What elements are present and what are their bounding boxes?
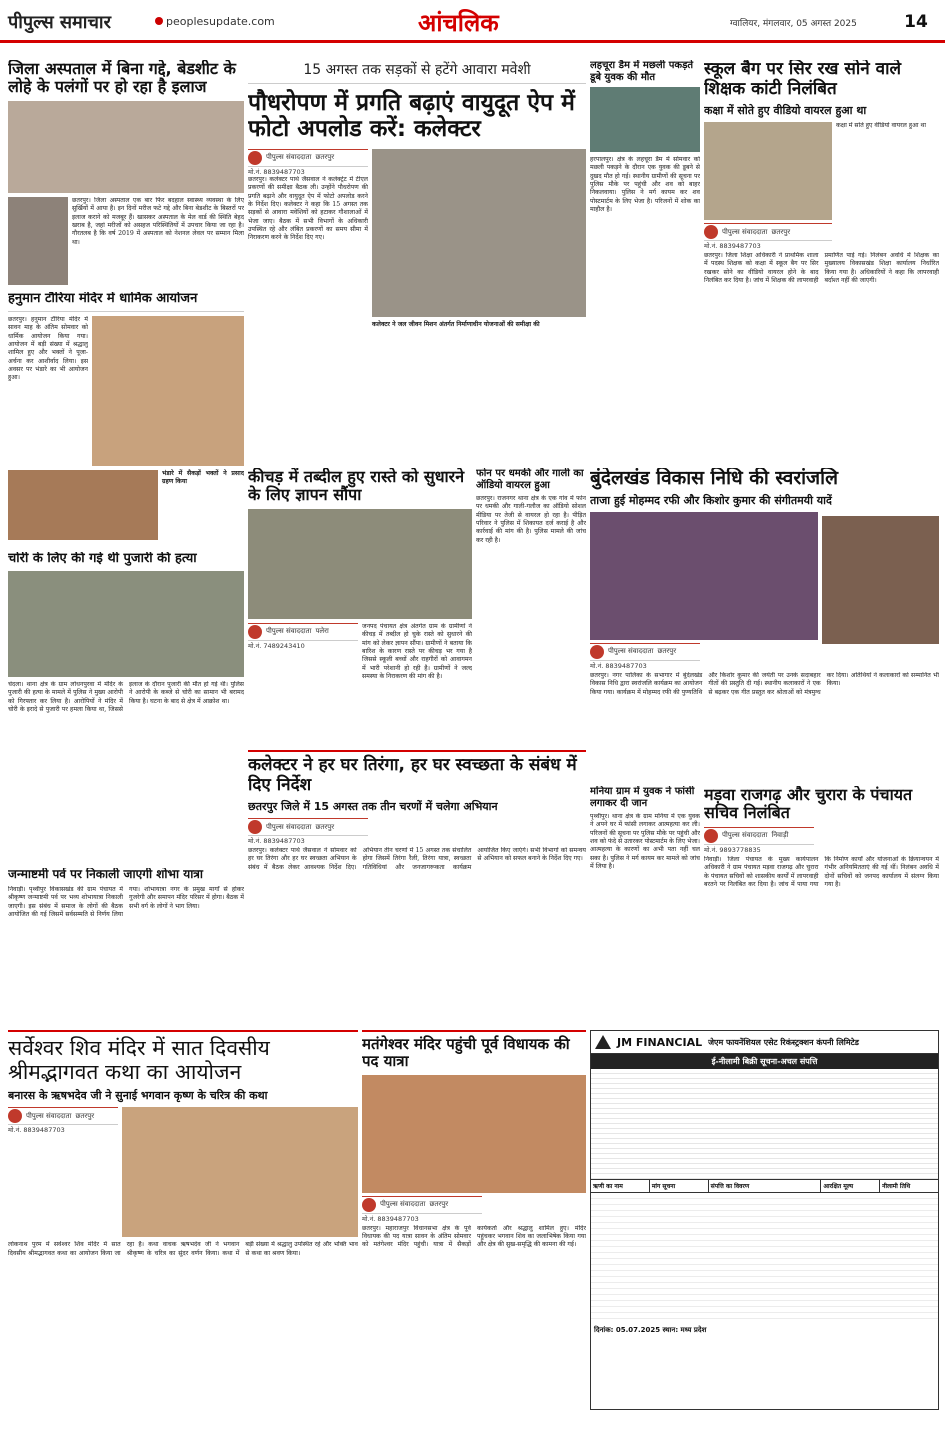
story-teacher-suspended — [704, 60, 939, 460]
story-text: निवाड़ी। जिला पंचायत के मुख्य कार्यपालन अधिकारी ने ग्राम पंचायत मड़वा राजगढ़ और चुरारा के पंचायत सचिवों को शासकीय कार्यों में लापरवाही बरतने पर निलंबित कर दिया है। जांच में पाया गया कि निर्माण कार्यों और योजनाओं के क्रियान्वयन में गंभीर अनियमितताएं की गई थीं। निलंबन अवधि में दोनों सचिवों को जनपद कार्यालय में संलग्न किया गया है। — [704, 855, 939, 888]
event-photo-2 — [822, 516, 939, 644]
story-plantation — [248, 60, 586, 460]
section-name: आंचलिक — [418, 9, 499, 37]
divider — [362, 1030, 586, 1032]
ad-col-5: नीलामी तिथि — [882, 1183, 911, 1190]
mobile-number: मो.नं. 8839487703 — [362, 1214, 419, 1223]
story-threat-audio — [476, 468, 586, 742]
ad-col-3: संपत्ति का विवरण — [709, 1180, 822, 1192]
ad-table-body — [591, 1193, 938, 1323]
headline: सर्वेश्वर शिव मंदिर में सात दिवसीय श्रीमद्भागवत कथा का आयोजन — [8, 1036, 270, 1085]
headline: मतंगेश्वर मंदिर पहुंची पूर्व विधायक की पद यात्रा — [362, 1035, 570, 1071]
ad-col-1: ऋणी का नाम — [591, 1180, 650, 1192]
ad-company: जेएम फायनेंशियल एसेट रिकंस्ट्रक्शन कंपनी लिमिटेड — [708, 1037, 859, 1047]
headline: लहचूरा डैम में मछली पकड़ते डूबे युवक की मौत — [590, 60, 694, 83]
temple-photo-2 — [8, 470, 158, 540]
ad-brand: JM FINANCIAL — [617, 1035, 703, 1049]
mobile-number: मो.नं. 8839487703 — [248, 837, 305, 846]
photo-caption: कलेक्टर ने जल जीवन मिशन अंतर्गत निर्माणाधीन योजनाओं की समीक्षा की — [372, 320, 540, 328]
byline: पीपुल्स संवाददाता — [266, 822, 312, 831]
subtitle: बनारस के ऋषभदेव जी ने सुनाई भगवान कृष्ण के चरित्र की कथा — [8, 1089, 268, 1103]
meeting-photo — [372, 149, 586, 317]
headline: मनिया ग्राम में युवक ने फांसी लगाकर दी जान — [590, 786, 695, 809]
reporter-avatar — [704, 225, 718, 239]
page-number: 14 — [904, 12, 928, 32]
byline: पीपुल्स संवाददाता — [722, 227, 768, 236]
hospital-photo-2 — [8, 197, 68, 285]
mobile-number: मो.नं. 9893778835 — [704, 845, 761, 854]
masthead-rule — [0, 40, 945, 43]
ad-body — [591, 1069, 938, 1179]
paper-name: पीपुल्स समाचार — [8, 12, 111, 33]
city: पलेरा — [315, 627, 329, 636]
story-text: छतरपुर। कलेक्टर पार्थ जैसवाल ने सोमवार को हर घर तिरंगा और हर घर स्वच्छता अभियान के संबंध में बैठक लेकर आवश्यक निर्देश दिए। अभियान तीन चरणों में 15 अगस्त तक संचालित होगा जिसमें तिरंगा रैली, तिरंगा यात्रा, स्वच्छता गतिविधियां और जनजागरूकता कार्यक्रम आयोजित किए जाएंगे। सभी विभागों को समन्वय से अभियान को सफल बनाने के निर्देश दिए गए। — [248, 847, 586, 871]
byline: पीपुल्स संवाददाता — [266, 153, 312, 162]
photo-caption: भंडारे में सैकड़ों भक्तों ने प्रसाद ग्रहण किया — [162, 469, 244, 486]
story-text: छतरपुर। महाराजपुर विधानसभा क्षेत्र के पूर्व विधायक की पद यात्रा सावन के अंतिम सोमवार को मतंगेश्वर मंदिर पहुंची। यात्रा में सैकड़ों कार्यकर्ता और श्रद्धालु शामिल हुए। मंदिर पहुंचकर भगवान शिव का जलाभिषेक किया गया और क्षेत्र की सुख-समृद्धि की कामना की गई। — [362, 1224, 586, 1249]
headline: जन्माष्टमी पर्व पर निकाली जाएगी शोभा यात्रा — [8, 868, 204, 881]
temple-photo — [92, 316, 244, 466]
reporter-avatar — [704, 829, 718, 843]
story-priest-murder — [8, 552, 244, 862]
reporter-avatar — [248, 151, 262, 165]
story-text: छतरपुर। जिला शिक्षा अधिकारी ने प्राथमिक शाला में पदस्थ शिक्षक को कक्षा में स्कूल बैग पर सिर रखकर सोने का वीडियो वायरल होने के बाद निलंबित कर दिया है। जांच में शिक्षक की लापरवाही प्रमाणित पाई गई। निलंबन अवधि में शिक्षक का मुख्यालय विकासखंड शिक्षा कार्यालय निर्धारित किया गया है। अधिकारियों ने कहा कि लापरवाही बर्दाश्त नहीं की जाएगी। — [704, 252, 939, 285]
ad-col-4: आरक्षित मूल्य — [821, 1180, 880, 1192]
headline: पौधरोपण में प्रगति बढ़ाएं वायुदूत ऐप में फोटो अपलोड करें: कलेक्टर — [248, 90, 575, 143]
story-text: पृथ्वीपुर। थाना क्षेत्र के ग्राम मनिया में एक युवक ने अपने घर में फांसी लगाकर आत्महत्या कर ली। परिजनों की सूचना पर पुलिस मौके पर पहुंची और शव को फंदे से उतारकर पोस्टमार्टम के लिए भेजा। आत्महत्या के कारणों का अभी पता नहीं चल सका है। पुलिस ने मर्ग कायम कर मामले को जांच में लिया है। — [590, 813, 700, 871]
katha-photo — [122, 1107, 358, 1237]
story-muddy-road — [248, 468, 472, 742]
story-text: हरपालपुर। क्षेत्र के लहचूरा डैम में सोमवार को मछली पकड़ने के दौरान एक युवक की डूबने से दुखद मौत हो गई। स्थानीय ग्रामीणों की सूचना पर पुलिस मौके पर पहुंची और शव को बाहर निकलवाया। पुलिस ने मर्ग कायम कर शव पोस्टमार्टम के लिए भेजा है। परिजनों में शोक का माहौल है। — [590, 156, 700, 214]
story-text: छतरपुर। जिला अस्पताल एक बार फिर बदहाल स्वास्थ्य व्यवस्था के लिए सुर्खियों में आया है। इन दिनों मरीज फटे गद्दे और बिना बेडशीट के बिस्तरों पर इलाज कराने को मजबूर हैं। खासकर अस्पताल के मेल वार्ड की स्थिति बेहद खराब है, जहां मरीजों को असहज परिस्थितियों में उपचार किया जा रहा है। गौरतलब है कि वर्ष 2019 में अस्पताल को नेशनल लेवल पर सम्मान मिला था। — [72, 196, 244, 246]
divider — [248, 750, 586, 752]
city: छतरपुर — [315, 153, 335, 162]
dam-photo — [590, 87, 700, 152]
headline: जिला अस्पताल में बिना गद्दे, बेडशीट के लोहे के पलंगों पर हो रहा है इलाज — [8, 60, 236, 97]
reporter-avatar — [590, 645, 604, 659]
story-text: छतरपुर। नगर पालिका के सभागार में बुंदेलखंड विकास निधि द्वारा स्वरांजलि कार्यक्रम का आयोजन किया गया। कार्यक्रम में मोहम्मद रफी की पुण्यतिथि और किशोर कुमार की जयंती पर उनके सदाबहार गीतों की प्रस्तुति दी गई। स्थानीय कलाकारों ने एक से बढ़कर एक गीत प्रस्तुत कर श्रोताओं को मंत्रमुग्ध कर दिया। अतिथियों ने कलाकारों को सम्मानित भी किया। — [590, 671, 939, 696]
mobile-number: मो.नं. 8839487703 — [8, 1126, 65, 1135]
divider — [8, 1030, 358, 1032]
story-text: छतरपुर। कलेक्टर पार्थ जैसवाल ने कलेक्ट्रेट में टीएल प्रकरणों की समीक्षा बैठक ली। उन्होंने पौधरोपण की प्रगति बढ़ाने और वायुदूत ऐप में फोटो अपलोड करने के निर्देश दिए। कलेक्टर ने कहा कि 15 अगस्त तक सड़कों से आवारा मवेशियों को हटाकर गौशालाओं में भेजा जाए। बैठक में सभी विभागों के अधिकारी उपस्थित रहे और लंबित प्रकरणों का समय सीमा में निराकरण करने के निर्देश दिए गए। — [248, 175, 368, 242]
story-text: छतरपुर। राजनगर थाना क्षेत्र के एक गांव में फोन पर धमकी और गाली-गलौज का ऑडियो सोशल मीडिया पर तेजी से वायरल हो रहा है। पीड़ित परिवार ने पुलिस में शिकायत दर्ज कराई है और कार्रवाई की मांग की है। पुलिस मामले की जांच कर रही है। — [476, 495, 586, 544]
story-swaranjali — [590, 468, 939, 780]
mobile-number: मो.नं. 8839487703 — [248, 167, 305, 176]
byline: पीपुल्स संवाददाता — [266, 627, 312, 636]
story-drowning — [590, 60, 700, 465]
city: छतरपुर — [315, 822, 335, 831]
byline: पीपुल्स संवाददाता — [608, 647, 654, 656]
jm-logo-icon — [595, 1035, 611, 1049]
story-text-2: कक्षा में सोते हुए वीडियो वायरल हुआ था — [836, 122, 926, 130]
subtitle: ताजा हुई मोहम्मद रफी और किशोर कुमार की संगीतमयी यादें — [590, 493, 832, 507]
ad-notice-title: ई-नीलामी बिक्री सूचना-अचल संपत्ति — [591, 1054, 938, 1069]
byline: पीपुल्स संवाददाता — [26, 1111, 72, 1120]
police-photo — [8, 571, 244, 677]
web-icon — [155, 17, 163, 25]
kicker: 15 अगस्त तक सड़कों से हटेंगे आवारा मवेशी — [248, 60, 586, 84]
story-secretary-suspended — [704, 786, 939, 1026]
story-text: निवाड़ी। पृथ्वीपुर विकासखंड की ग्राम पंचायत में श्रीकृष्ण जन्माष्टमी पर्व पर भव्य शोभायात्रा निकाली जाएगी। इस संबंध में समाज के लोगों की बैठक आयोजित की गई जिसमें सर्वसम्मति से निर्णय लिया गया। शोभायात्रा नगर के प्रमुख मार्गों से होकर गुजरेगी और समापन मंदिर परिसर में होगा। बैठक में सभी वर्ग के लोगों ने भाग लिया। — [8, 885, 244, 918]
memorandum-photo — [248, 509, 472, 619]
city: छतरपुर — [429, 1200, 449, 1208]
mobile-number: मो.नं. 8839487703 — [590, 661, 647, 670]
headline: हनुमान टौरिया मंदिर में धार्मिक आयोजन — [8, 292, 244, 312]
story-bhagwat-katha — [8, 1030, 358, 1438]
headline: स्कूल बैग पर सिर रख सोने वाले शिक्षक कांटी निलंबित — [704, 60, 902, 99]
mobile-number: मो.नं. 8839487703 — [704, 242, 761, 251]
byline: पीपुल्स संवाददाता — [722, 831, 768, 840]
reporter-avatar — [248, 820, 262, 834]
headline: फोन पर धमकी और गाली का ऑडियो वायरल हुआ — [476, 468, 584, 491]
story-text: चंदला। थाना क्षेत्र के ग्राम लोधनपुरवा में मंदिर के पुजारी की हत्या के मामले में पुलिस ने मुख्य आरोपी को गिरफ्तार कर लिया है। आरोपियों ने मंदिर में चोरी के इरादे से पुजारी पर हमला किया था, जिससे इलाज के दौरान पुजारी की मौत हो गई थी। पुलिस ने आरोपी के कब्जे से चोरी का सामान भी बरामद किया है। घटना के बाद से क्षेत्र में आक्रोश था। — [8, 680, 244, 714]
classroom-photo — [704, 122, 832, 220]
headline: बुंदेलखंड विकास निधि की स्वरांजलि — [590, 468, 838, 489]
story-text: लोकनाथ पुरम में सर्वेश्वर शिव मंदिर में सात दिवसीय श्रीमद्भागवत कथा का आयोजन किया जा रहा है। कथा वाचक ऋषभदेव जी ने भगवान श्रीकृष्ण के चरित्र का सुंदर वर्णन किया। कथा में बड़ी संख्या में श्रद्धालु उपस्थित रहे और भक्ति भाव से कथा का श्रवण किया। — [8, 1241, 358, 1257]
story-har-ghar-tiranga — [248, 750, 586, 1020]
jm-financial-ad — [590, 1030, 939, 1410]
hospital-photo — [8, 101, 244, 193]
padyatra-photo — [362, 1075, 586, 1193]
headline: कलेक्टर ने हर घर तिरंगा, हर घर स्वच्छता के संबंध में दिए निर्देश — [248, 755, 577, 795]
story-hospital — [8, 60, 244, 285]
city: छतरपुर — [657, 647, 677, 656]
subtitle: छतरपुर जिले में 15 अगस्त तक तीन चरणों में चलेगा अभियान — [248, 800, 498, 814]
headline: कीचड़ में तब्दील हुए रास्ते को सुधारने के लिए ज्ञापन सौंपा — [248, 468, 465, 505]
story-hanuman-temple — [8, 292, 244, 547]
reporter-avatar — [8, 1109, 22, 1123]
headline: मड़वा राजगढ़ और चुरारा के पंचायत सचिव निलंबित — [704, 786, 913, 823]
ad-col-2: मांग सूचना — [650, 1180, 709, 1192]
event-photo — [590, 512, 818, 640]
headline: चोरी के लिए की गई थी पुजारी की हत्या — [8, 552, 197, 566]
ad-footer: दिनांक: 05.07.2025 स्थान: मध्य प्रदेश — [594, 1326, 707, 1334]
reporter-avatar — [248, 625, 262, 639]
byline: पीपुल्स संवाददाता — [380, 1200, 426, 1208]
date-line: ग्वालियर, मंगलवार, 05 अगस्त 2025 — [730, 19, 857, 29]
city: छतरपुर — [75, 1111, 95, 1120]
reporter-avatar — [362, 1198, 376, 1212]
masthead — [0, 0, 945, 46]
website-link[interactable]: peoplesupdate.com — [155, 15, 275, 28]
story-mania-suicide — [590, 786, 700, 1026]
story-text: छतरपुर। हनुमान टौरिया मंदिर में सावन माह के अंतिम सोमवार को धार्मिक आयोजन किया गया। आयोजन में बड़ी संख्या में श्रद्धालु शामिल हुए और भक्तों ने पूजा-अर्चना कर आशीर्वाद लिया। इस अवसर पर भंडारे का भी आयोजन हुआ। — [8, 315, 88, 382]
story-text: जनपद पंचायत क्षेत्र अंतर्गत ग्राम के ग्रामीणों ने कीचड़ में तब्दील हो चुके रास्ते को सुधारने की मांग को लेकर ज्ञापन सौंपा। ग्रामीणों ने बताया कि बारिश के कारण रास्ते पर कीचड़ भर गया है जिससे स्कूली बच्चों और राहगीरों को आवागमन में भारी परेशानी हो रही है। ग्रामीणों ने जल्द समस्या के निराकरण की मांग की है। — [362, 622, 472, 680]
story-padyatra — [362, 1030, 586, 1438]
mobile-number: मो.नं. 7489243410 — [248, 641, 305, 650]
city: निवाड़ी — [771, 831, 789, 840]
city: छतरपुर — [771, 227, 791, 236]
subtitle: कक्षा में सोते हुए वीडियो वायरल हुआ था — [704, 104, 867, 118]
